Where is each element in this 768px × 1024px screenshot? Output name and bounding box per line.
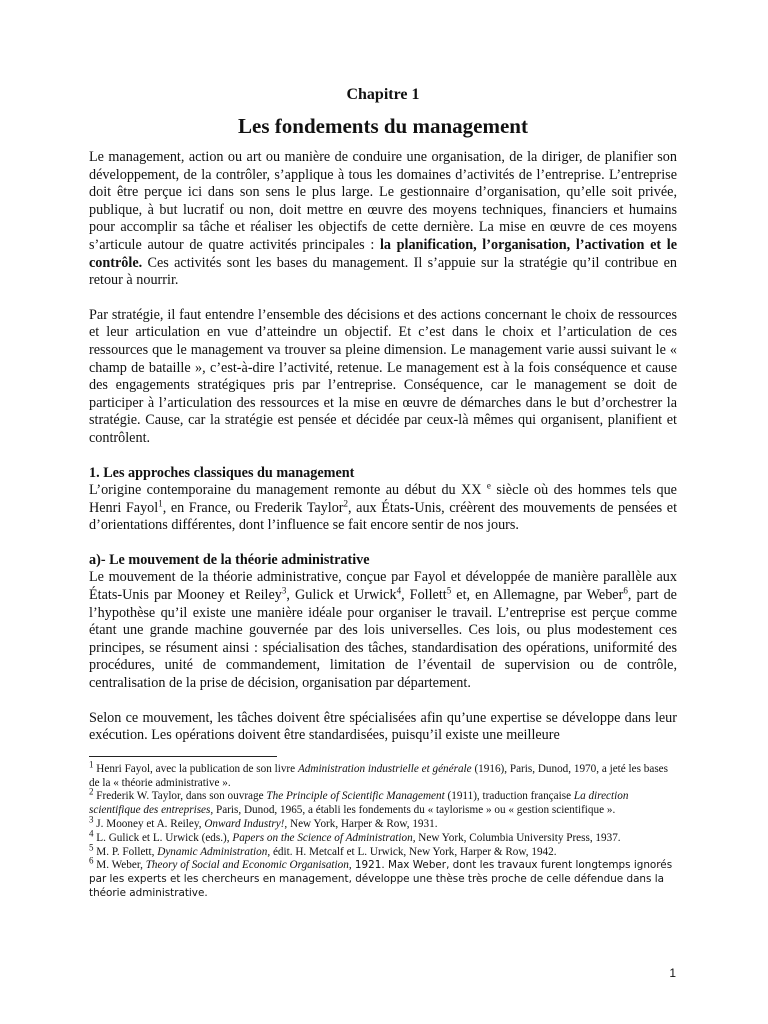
paragraph-origins: L’origine contemporaine du management remonte au début du XX $^e$ siècle où des hommes tels que Henri Fayol$^1$, en France, ou Frederik Taylor$^2$, aux États-Unis, créèrent des mouvements de pensées et d’orientations différentes, dont l’influence se fait encore sentir de nos jours. <box>89 480 678 534</box>
paragraph-intro: Le management, action ou art ou manière de conduire une organisation, de la diriger, de planifier son développement, de la contrôler, s’applique à tous les domaines d’activités de l’entreprise. L’entreprise doit être perçue ici dans son sens le plus large. Le gestionnaire d’organisation, qu’elle soit privée, publique, à but lucratif ou non, doit mettre en œuvre des moyens techniques, financiers et humains pour accomplir sa tâche et réaliser les objectifs de cette dernière. La mise en œuvre de ces moyens s’articule autour de quatre activités principales : la planification, l’organisation, l’activation et le contrôle. Ces activités sont les bases du management. Il s’appuie sur la stratégie qu’il contribue en retour à nourrir. <box>89 149 677 289</box>
paragraph-specialisation: Selon ce mouvement, les tâches doivent être spécialisées afin qu’une expertise se développe dans leur exécution. Les opérations doivent être standardisées, puisqu’il existe une meilleure <box>89 709 677 744</box>
document-page <box>89 86 677 901</box>
chapter-title: Les fondements du management <box>238 114 528 138</box>
footnote-ref-1[interactable]: 1 <box>158 497 163 508</box>
footnote-6: $^6$ M. Weber, Theory of Social and Economic Organisation, 1921. Max Weber, dont les travaux furent longtemps ignorés par les experts et les chercheurs en management, développe une thèse très proche de celle défendue dans la théorie administrative. <box>89 855 673 899</box>
section-heading-admin-theory: a)- Le mouvement de la théorie administrative <box>89 551 370 568</box>
footnote-3: $^3$ J. Mooney et A. Reiley, Onward Industry!, New York, Harper & Row, 1931. <box>89 814 438 830</box>
footnote-2: $^2$ Frederik W. Taylor, dans son ouvrage The Principle of Scientific Management (1911), traduction française La direction scientifique des entreprises, Paris, Dunod, 1965, a établi les fondements du « taylorisme » ou « gestion scientifique ». <box>89 786 629 817</box>
footnote-ref-4[interactable]: 4 <box>396 585 402 596</box>
footnote-ref-5[interactable]: 5 <box>446 585 452 596</box>
footnote-4: $^4$ L. Gulick et L. Urwick (eds.), Papers on the Science of Administration, New York, Columbia University Press, 1937. <box>89 828 621 844</box>
footnote-5: $^5$ M. P. Follett, Dynamic Administration, édit. H. Metcalf et L. Urwick, New York, Harper & Row, 1942. <box>89 841 557 858</box>
footnote-1: $^1$ Henri Fayol, avec la publication de son livre Administration industrielle et générale (1916), Paris, Dunod, 1970, a jeté les bases de la « théorie administrative ». <box>89 759 669 789</box>
footnote-separator <box>89 756 277 757</box>
section-heading-classical: 1. Les approches classiques du management <box>89 464 355 481</box>
bold-activities: la planification, l’organisation, l’activation et le contrôle. <box>89 236 677 271</box>
chapter-label: Chapitre 1 <box>346 86 420 103</box>
paragraph-strategy: Par stratégie, il faut entendre l’ensemble des décisions et des actions concernant le choix de ressources et leur articulation en vue d’atteindre un objectif. Et c’est dans le choix et l’articulation de ces ressources que le management va trouver sa pleine dimension. Le management varie aussi suivant le « champ de bataille », c’est-à-dire l’activité, retenue. Le management est à la fois conséquence et cause des engagements stratégiques pris par l’entreprise. Conséquence, car le management se doit de participer à l’articulation des ressources et la mise en œuvre de démarches dans le but d’orchestrer la stratégie. Cause, car la stratégie est pensée et décidée par ceux-là mêmes qui organisent, planifient et contrôlent. <box>89 306 677 446</box>
footnote-ref-6[interactable]: 6 <box>623 585 628 596</box>
paragraph-admin-theory: Le mouvement de la théorie administrative, conçue par Fayol et développée de manière parallèle aux États-Unis par Mooney et Reiley$^3$, Gulick et Urwick$^4$, Follett$^5$ et, en Allemagne, par Weber$^6$, part de l’hypothèse qu’il existe une manière idéale pour organiser le travail. L’entreprise est perçue comme étant une grande machine gouvernée par des lois universelles. Ces lois, ou plus modestement ces principes, se résument ainsi : spécialisation des tâches, standardisation des opérations, uniformité des procédures, unité de commandement, limitation de l’éventail de supervision ou de contrôle, centralisation de la prise de décision, organisation par département. <box>89 569 677 692</box>
footnote-ref-3[interactable]: 3 <box>281 585 287 596</box>
page-number: 1 <box>669 966 676 980</box>
footnote-ref-2[interactable]: 2 <box>343 497 349 508</box>
